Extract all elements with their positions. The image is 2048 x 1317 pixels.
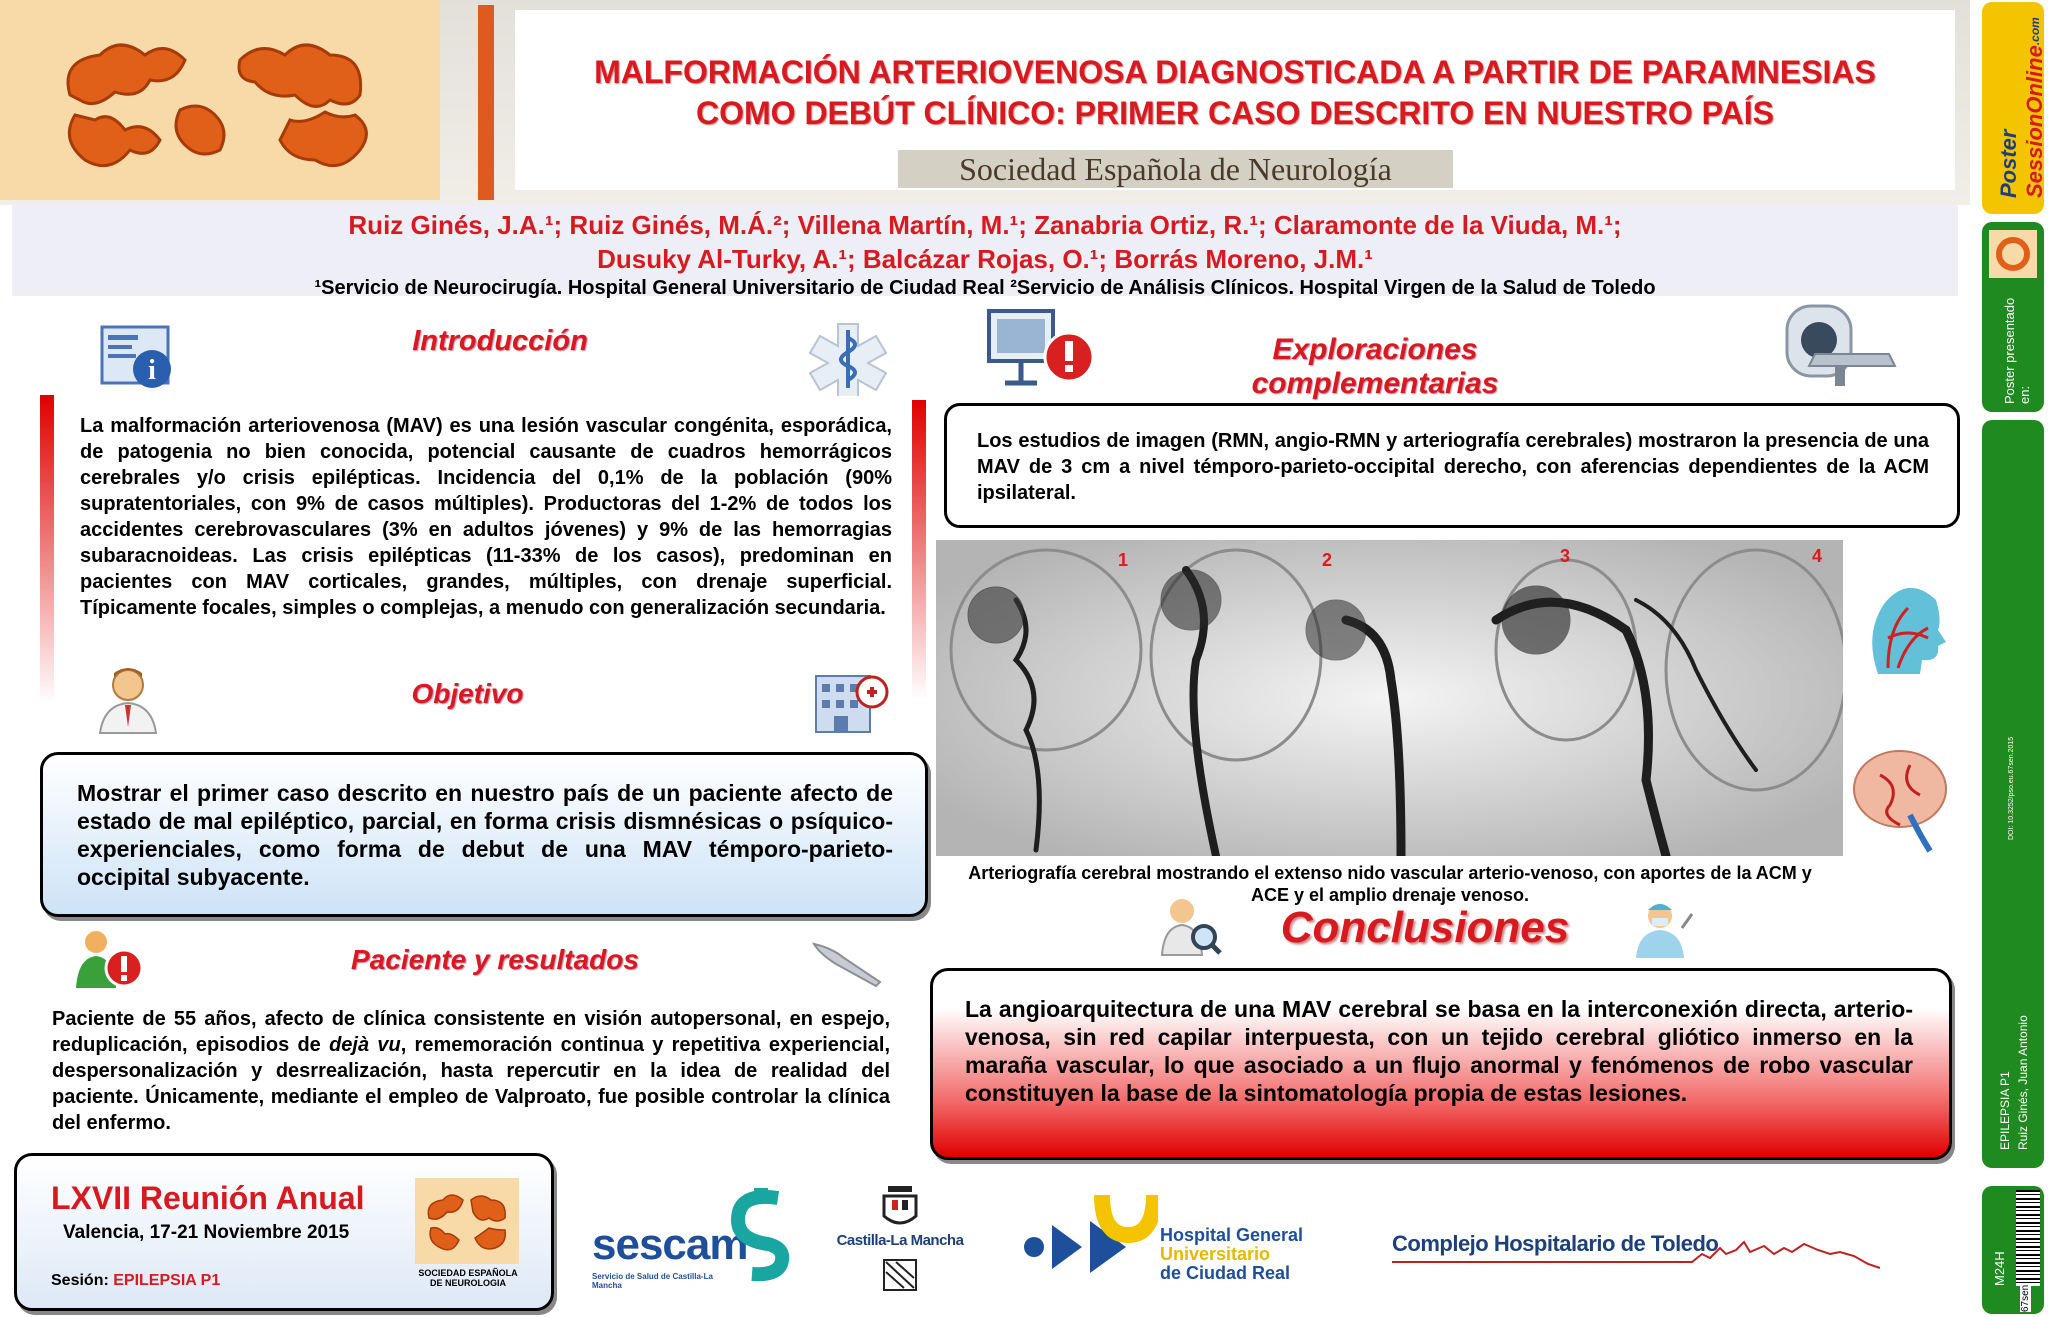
authors-line-1: Ruiz Ginés, J.A.¹; Ruiz Ginés, M.Á.²; Villena Martín, M.¹; Zanabria Ortiz, R.¹; Claramonte de la Viuda, M.¹;	[348, 210, 1622, 240]
patient-text-em: dejà vu	[329, 1034, 401, 1056]
brain-vessels-icon	[1850, 745, 1950, 855]
scalpel-icon	[810, 938, 888, 988]
doi-text: DOI: 10.3252/pso.eu.67sen.2015	[2008, 736, 2015, 840]
brand-text	[1996, 18, 2048, 198]
poster-code: M24H	[1992, 1251, 2007, 1286]
brand-panel	[1982, 2, 2047, 214]
conclusions-text: La angioarquitectura de una MAV cerebral se basa en la interconexión directa, arterio-venosa, sin red capilar interpuesta, con un tejido cerebral gliótico inmerso en la maraña vascular, lo que asociado a un flujo anormal y fenómenos de robo vascular constituyen la base de la sintomatología propia de estas lesiones.	[965, 996, 1913, 1106]
presented-text: Poster presentado en:	[2002, 297, 2032, 404]
intro-red-bar	[40, 395, 54, 705]
explorations-box	[944, 403, 1960, 528]
hgucr-text	[1160, 1226, 1350, 1283]
hgucr-line-3: de Ciudad Real	[1160, 1263, 1291, 1283]
affiliations: ¹Servicio de Neurocirugía. Hospital General Universitario de Ciudad Real ²Servicio de Análisis Clínicos. Hospital Virgen de la Salud de Toledo	[314, 277, 1656, 299]
authors-block	[12, 204, 1958, 299]
sidebar-footer: 67sen	[2020, 1284, 2031, 1312]
hgucr-line-1: Hospital General	[1160, 1225, 1304, 1245]
panel-label-4: 4	[1812, 546, 1823, 566]
conclusions-box	[930, 968, 1952, 1160]
panel-label-2: 2	[1322, 550, 1333, 570]
hospital-icon	[812, 662, 890, 736]
meeting-session	[51, 1272, 220, 1290]
explorations-text: Los estudios de imagen (RMN, angio-RMN y arteriografía cerebrales) mostraron la presencia de una MAV de 3 cm a nivel témporo-parieto-occipital derecho, con aferencias dependientes de la ACM ipsilateral.	[977, 430, 1929, 504]
title-line-1: MALFORMACIÓN ARTERIOVENOSA DIAGNOSTICADA A PARTIR DE PARAMNESIAS	[594, 54, 1876, 90]
barcode	[2016, 1190, 2040, 1286]
sescam-wordmark: sescam	[592, 1220, 748, 1269]
sescam-subtitle: Servicio de Salud de Castilla-La Mancha	[592, 1272, 713, 1290]
sidebar-session: EPILEPSIA P1	[1998, 1071, 2012, 1150]
patient-alert-icon	[72, 928, 144, 990]
panel-label-3: 3	[1560, 546, 1571, 566]
patient-title: Paciente y resultados	[351, 944, 639, 975]
poster-session-sidebar	[1978, 0, 2048, 1317]
session-label: Sesión:	[51, 1272, 114, 1289]
patient-text	[52, 1006, 890, 1136]
poster-title	[515, 52, 1955, 134]
code-panel	[1982, 1186, 2044, 1314]
intro-red-bar-right	[912, 400, 926, 700]
castilla-la-mancha-logo	[832, 1182, 968, 1294]
meeting-place: Valencia, 17-21 Noviembre 2015	[63, 1222, 350, 1243]
title-line-2: COMO DEBÚT CLÍNICO: PRIMER CASO DESCRITO EN NUESTRO PAÍS	[696, 95, 1774, 131]
session-panel	[1982, 420, 2044, 1168]
complejo-toledo-text: Complejo Hospitalario de Toledo	[1392, 1231, 1719, 1256]
sen-logo-small	[415, 1178, 519, 1264]
header-accent-bar	[478, 5, 494, 200]
session-value: EPILEPSIA P1	[113, 1272, 221, 1289]
sen-logo-caption: SOCIEDAD ESPAÑOLA DE NEUROLOGIA	[418, 1268, 518, 1288]
brand-com: .com	[2028, 17, 2042, 46]
mri-scanner-icon	[1775, 296, 1899, 392]
hgucr-mark-icon	[1018, 1185, 1158, 1295]
objective-text: Mostrar el primer caso descrito en nuestro país de un paciente afecto de estado de mal epiléptico, parcial, en forma crisis dismnésicas o psíquico-experienciales, como forma de debut de una MAV témporo-parieto-occipital subyacente.	[77, 780, 893, 890]
intro-title: Introducción	[412, 325, 588, 357]
intro-text: La malformación arteriovenosa (MAV) es una lesión vascular congénita, esporádica, de patogenia no bien conocida, potencial causante de cuadros hemorrágicos cerebrales y/o crisis epilépticas. Incidencia del 0,1% de la población (90% supratentoriales, con 9% de casos múltiples). Productoras del 1-2% de todos los accidentes cerebrovasculares (3% en adultos jóvenes) y 9% de las hemorragias subaracnoideas. Las crisis epilépticas (11-33% de los casos), predominan en pacientes con MAV corticales, grandes, múltiples, con drenaje superficial. Típicamente focales, simples o complejas, a menudo con generalización secundaria.	[80, 415, 892, 619]
patient-text-b: , rememoración continua y repetitiva experiencial, despersonalización y desrrealización, hasta repercutir en la idea de realidad del paciente. Únicamente, mediante el empleo de Valproato, fue posible controlar la clínica del enfermo.	[52, 1034, 891, 1134]
info-icon	[100, 325, 176, 393]
head-vessels-icon	[1858, 578, 1948, 682]
authors-line-2: Dusuky Al-Turky, A.¹; Balcázar Rojas, O.¹; Borrás Moreno, J.M.¹	[597, 244, 1373, 274]
sescam-s-icon	[730, 1188, 792, 1288]
radiology-alert-icon	[985, 305, 1097, 387]
sen-logo-mini	[1989, 230, 2037, 278]
sen-logo-large	[0, 0, 440, 200]
arteriography-caption: Arteriografía cerebral mostrando el extenso nido vascular arterio-venoso, con aportes de la ACM y ACE y el amplio drenaje venoso.	[968, 863, 1812, 905]
medical-symbol-icon	[808, 320, 888, 396]
doctor-icon	[92, 665, 164, 735]
complejo-toledo-logo	[1392, 1228, 1912, 1278]
brand-session: SessionOnline	[2022, 45, 2047, 198]
objective-box	[40, 752, 928, 917]
svg-text:i: i	[148, 355, 156, 386]
patient-text-a: Paciente de 55 años, afecto de clínica consistente en visión autopersonal, en espejo, reduplicación, episodios de	[52, 1008, 890, 1056]
conclusions-title: Conclusiones	[1280, 903, 1570, 952]
arteriography-image	[936, 540, 1843, 856]
doctor-magnifier-icon	[1160, 895, 1222, 957]
objective-title: Objetivo	[411, 678, 524, 709]
surgeon-icon	[1630, 898, 1696, 960]
meeting-title: LXVII Reunión Anual	[51, 1180, 365, 1216]
presented-panel	[1982, 222, 2044, 412]
society-name: Sociedad Española de Neurología	[898, 150, 1453, 188]
sidebar-author: Ruiz Ginés, Juan Antonio	[2016, 1015, 2030, 1150]
panel-label-1: 1	[1118, 550, 1129, 570]
meeting-box	[14, 1153, 554, 1311]
brand-poster: Poster	[1996, 129, 2021, 198]
explorations-title: Exploraciones complementarias	[1251, 333, 1499, 400]
hgucr-line-2: Universitario	[1160, 1244, 1271, 1264]
castilla-la-mancha-text: Castilla-La Mancha	[836, 1232, 964, 1249]
